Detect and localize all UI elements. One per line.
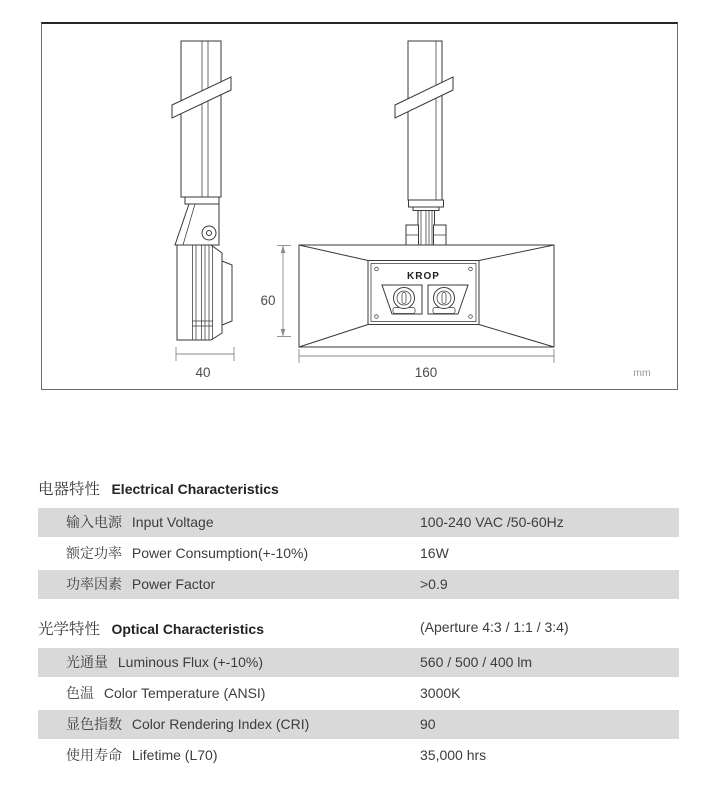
section-title-zh: 光学特性: [38, 621, 101, 638]
units-label: mm: [633, 367, 651, 379]
side-view: [172, 41, 232, 340]
section-header: [38, 617, 679, 637]
spec-label: 功率因素 Power Factor: [66, 576, 216, 592]
dim-front-width-label: 160: [414, 365, 438, 380]
spec-row-color-temperature: [38, 679, 679, 708]
luminaire-dimension-drawing: [42, 24, 677, 388]
spec-label: 光通量 Luminous Flux (+-10%): [66, 654, 264, 670]
spec-row-input-voltage: [38, 508, 679, 537]
brand-label: KROP: [407, 271, 440, 282]
spec-label: 输入电源 Input Voltage: [66, 514, 214, 530]
technical-drawing-box: [41, 22, 678, 390]
spec-value: 35,000 hrs: [420, 747, 487, 763]
side-lens: [222, 261, 232, 325]
spec-label: 额定功率 Power Consumption(+-10%): [66, 545, 309, 561]
dim-side-width-label: 40: [195, 365, 211, 380]
front-view: [299, 41, 554, 347]
spec-label: 色温 Color Temperature (ANSI): [66, 685, 266, 701]
spec-value: 16W: [420, 545, 449, 561]
section-title-en: Electrical Characteristics: [111, 481, 279, 497]
section-electrical-characteristics: [38, 477, 679, 601]
spec-value: >0.9: [420, 576, 448, 592]
spec-value: 90: [420, 716, 436, 732]
section-note-aperture: (Aperture 4:3 / 1:1 / 3:4): [420, 619, 569, 635]
spec-value: 100-240 VAC /50-60Hz: [420, 514, 564, 530]
spec-value: 3000K: [420, 685, 461, 701]
spec-row-lifetime: [38, 741, 679, 770]
spec-value: 560 / 500 / 400 lm: [420, 654, 533, 670]
spec-row-power-factor: [38, 570, 679, 599]
spec-row-cri: [38, 710, 679, 739]
side-pole: [181, 41, 221, 197]
spec-label: 使用寿命 Lifetime (L70): [66, 747, 218, 763]
spec-label: 显色指数 Color Rendering Index (CRI): [66, 716, 310, 732]
section-header: [38, 477, 679, 497]
section-optical-characteristics: [38, 617, 679, 772]
section-title-zh: 电器特性: [38, 481, 101, 498]
spec-row-luminous-flux: [38, 648, 679, 677]
section-title-en: Optical Characteristics: [111, 621, 264, 637]
front-pole: [408, 41, 442, 200]
dim-height-label: 60: [260, 293, 276, 308]
spec-row-power-consumption: [38, 539, 679, 568]
